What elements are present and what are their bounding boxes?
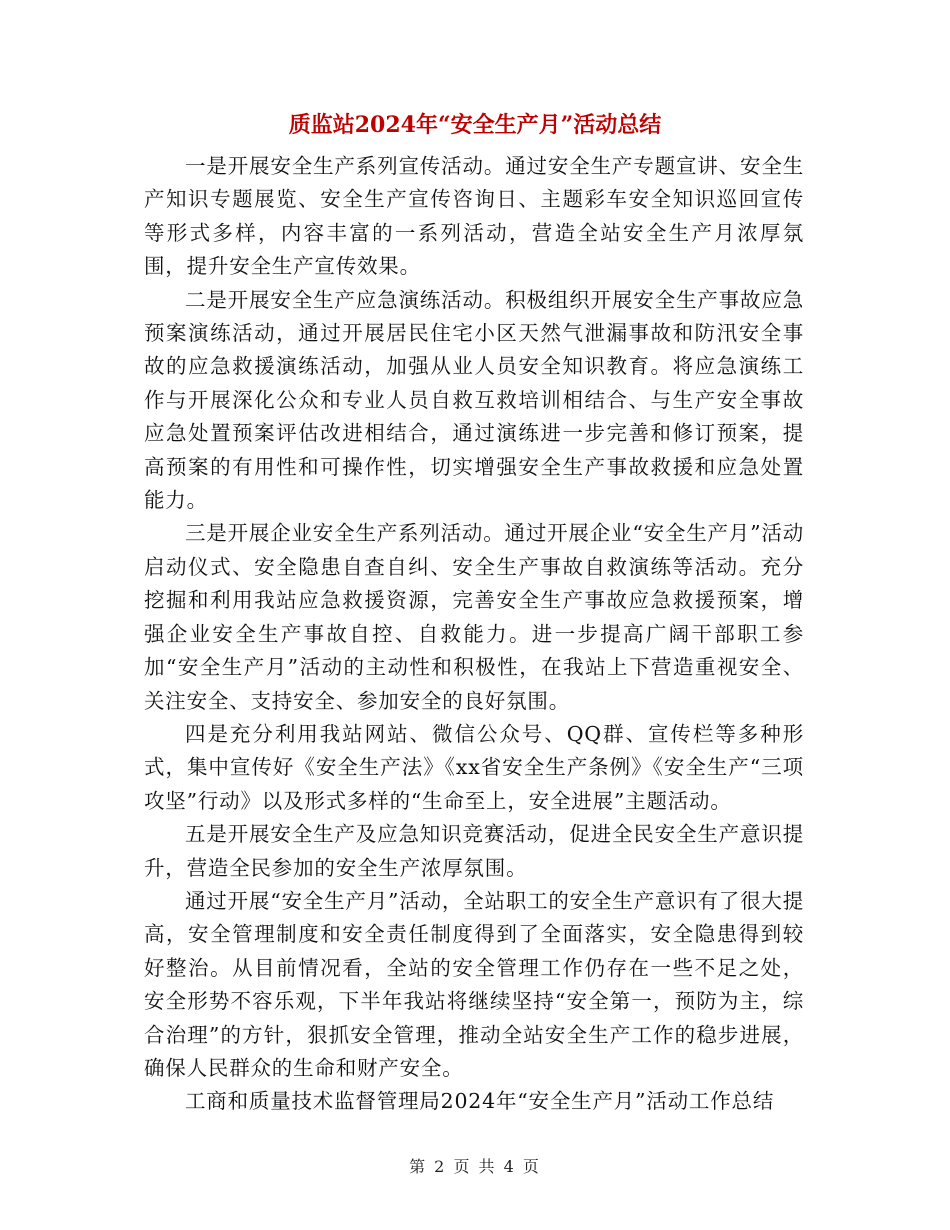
paragraph-2: 二是开展安全生产应急演练活动。积极组织开展安全生产事故应急预案演练活动，通过开展居民住宅小区天然气泄漏事故和防汛安全事故的应急救援演练活动，加强从业人员安全知识教育。将应急演练工作与开展深化公众和专业人员自救互救培训相结合、与生产安全事故应急处置预案评估改进相结合，通过演练进一步完善和修订预案，提高预案的有用性和可操作性，切实增强安全生产事故救援和应急处置能力。 [144, 287, 804, 513]
paragraph-5: 五是开展安全生产及应急知识竞赛活动，促进全民安全生产意识提升，营造全民参加的安全生产浓厚氛围。 [144, 822, 804, 880]
paragraph-6: 通过开展“安全生产月”活动，全站职工的安全生产意识有了很大提高，安全管理制度和安全责任制度得到了全面落实，安全隐患得到较好整治。从目前情况看，全站的安全管理工作仍存在一些不足之处，安全形势不容乐观，下半年我站将继续坚持“安全第一，预防为主，综合治理”的方针，狠抓安全管理，推动全站安全生产工作的稳步进展，确保人民群众的生命和财产安全。 [144, 888, 804, 1080]
document-title: 质监站2024年“安全生产月”活动总结 [288, 112, 662, 138]
paragraph-3: 三是开展企业安全生产系列活动。通过开展企业“安全生产月”活动启动仪式、安全隐患自查自纠、安全生产事故自救演练等活动。充分挖掘和利用我站应急救援资源，完善安全生产事故应急救援预案，增强企业安全生产事故自控、自救能力。进一步提高广阔干部职工参加“安全生产月”活动的主动性和积极性，在我站上下营造重视安全、关注安全、支持安全、参加安全的良好氛围。 [144, 521, 804, 713]
paragraph-7: 工商和质量技术监督管理局2024年“安全生产月”活动工作总结 [185, 1089, 775, 1114]
paragraph-4: 四是充分利用我站网站、微信公众号、QQ群、宣传栏等多种形式，集中宣传好《安全生产法》《xx省安全生产条例》《安全生产“三项攻坚”行动》以及形式多样的“生命至上，安全进展”主题活动。 [144, 721, 804, 813]
paragraph-1: 一是开展安全生产系列宣传活动。通过安全生产专题宣讲、安全生产知识专题展览、安全生产宣传咨询日、主题彩车安全知识巡回宣传等形式多样，内容丰富的一系列活动，营造全站安全生产月浓厚氛围，提升安全生产宣传效果。 [144, 154, 804, 279]
document-body [144, 150, 804, 1119]
page-number-footer: 第 2 页 共 4 页 [409, 1157, 541, 1176]
